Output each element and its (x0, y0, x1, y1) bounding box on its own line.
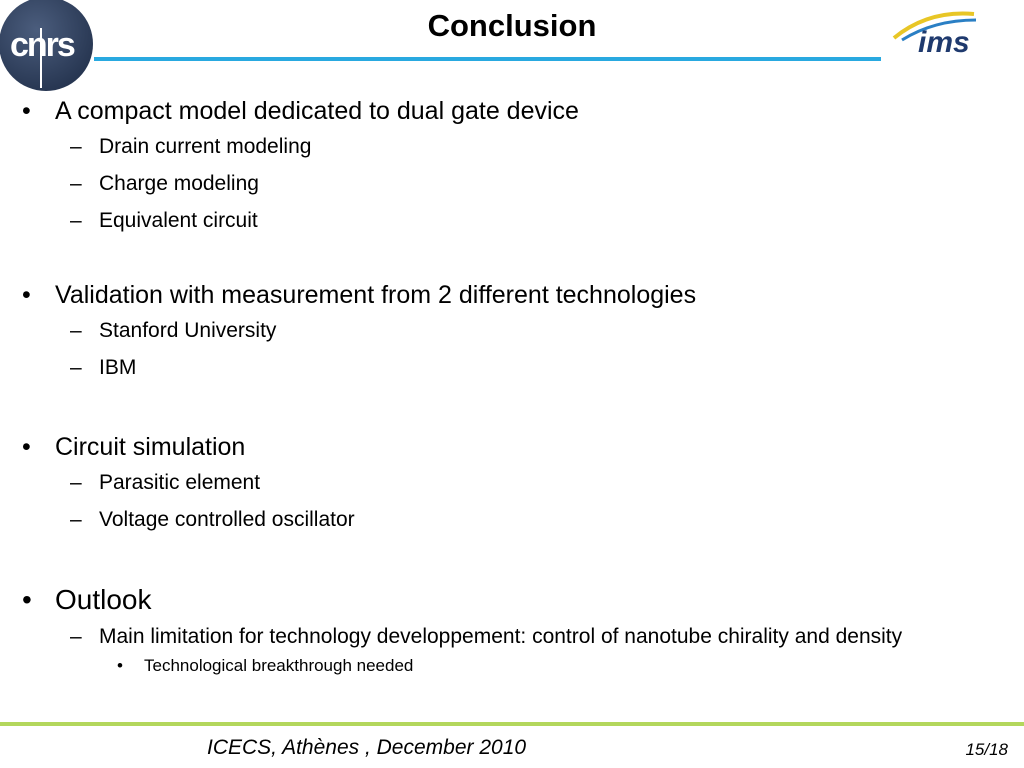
bullet-text: Validation with measurement from 2 different technologies (55, 281, 697, 309)
title-underline (94, 57, 881, 61)
bullet-text: Stanford University (99, 319, 277, 342)
footer-conference: ICECS, Athènes , December 2010 (207, 736, 527, 759)
section-circuit-simulation (0, 430, 1024, 535)
bullet-level1 (0, 278, 1024, 312)
bullet-dash-icon: – (70, 319, 82, 342)
bullet-dot-icon: • (22, 584, 32, 615)
bullet-text: Outlook (55, 584, 152, 615)
bullet-dash-icon: – (70, 135, 82, 158)
bullet-text: Technological breakthrough needed (144, 656, 414, 675)
bullet-dash-icon: – (70, 172, 82, 195)
section-outlook (0, 582, 1024, 678)
bullet-text: Parasitic element (99, 471, 261, 494)
bullet-text: IBM (99, 356, 137, 379)
bullet-text: Main limitation for technology developpement: control of nanotube chirality and density (99, 625, 903, 648)
bullet-level1 (0, 582, 1024, 618)
bullet-level1 (0, 94, 1024, 128)
bullet-level1 (0, 430, 1024, 464)
bullet-text: Circuit simulation (55, 433, 246, 461)
bullet-dash-icon: – (70, 625, 82, 648)
bullet-level2 (0, 468, 1024, 498)
bullet-text: Charge modeling (99, 172, 259, 195)
bullet-level3 (0, 654, 1024, 678)
bullet-dash-icon: – (70, 508, 82, 531)
section-compact-model (0, 94, 1024, 236)
bullet-dot-icon: • (22, 281, 31, 309)
bullet-dot-icon: • (117, 656, 123, 675)
bullet-level2 (0, 316, 1024, 346)
bullet-level2 (0, 206, 1024, 236)
bullet-text: A compact model dedicated to dual gate device (55, 97, 579, 125)
section-validation (0, 278, 1024, 383)
bullet-level2 (0, 353, 1024, 383)
slide-content (0, 94, 1024, 678)
bullet-text: Voltage controlled oscillator (99, 508, 355, 531)
bullet-dot-icon: • (22, 97, 31, 125)
footer-divider (0, 722, 1024, 726)
bullet-dash-icon: – (70, 209, 82, 232)
bullet-level2 (0, 169, 1024, 199)
bullet-dot-icon: • (22, 433, 31, 461)
bullet-text: Drain current modeling (99, 135, 312, 158)
bullet-level2 (0, 132, 1024, 162)
bullet-level2 (0, 505, 1024, 535)
bullet-dash-icon: – (70, 471, 82, 494)
svg-text:ims: ims (918, 26, 970, 58)
bullet-text: Equivalent circuit (99, 209, 258, 232)
svg-text:cnrs: cnrs (10, 26, 74, 64)
bullet-dash-icon: – (70, 356, 82, 379)
bullet-level2 (0, 622, 1024, 652)
page-number: 15/18 (965, 740, 1008, 759)
slide-title: Conclusion (427, 8, 597, 43)
